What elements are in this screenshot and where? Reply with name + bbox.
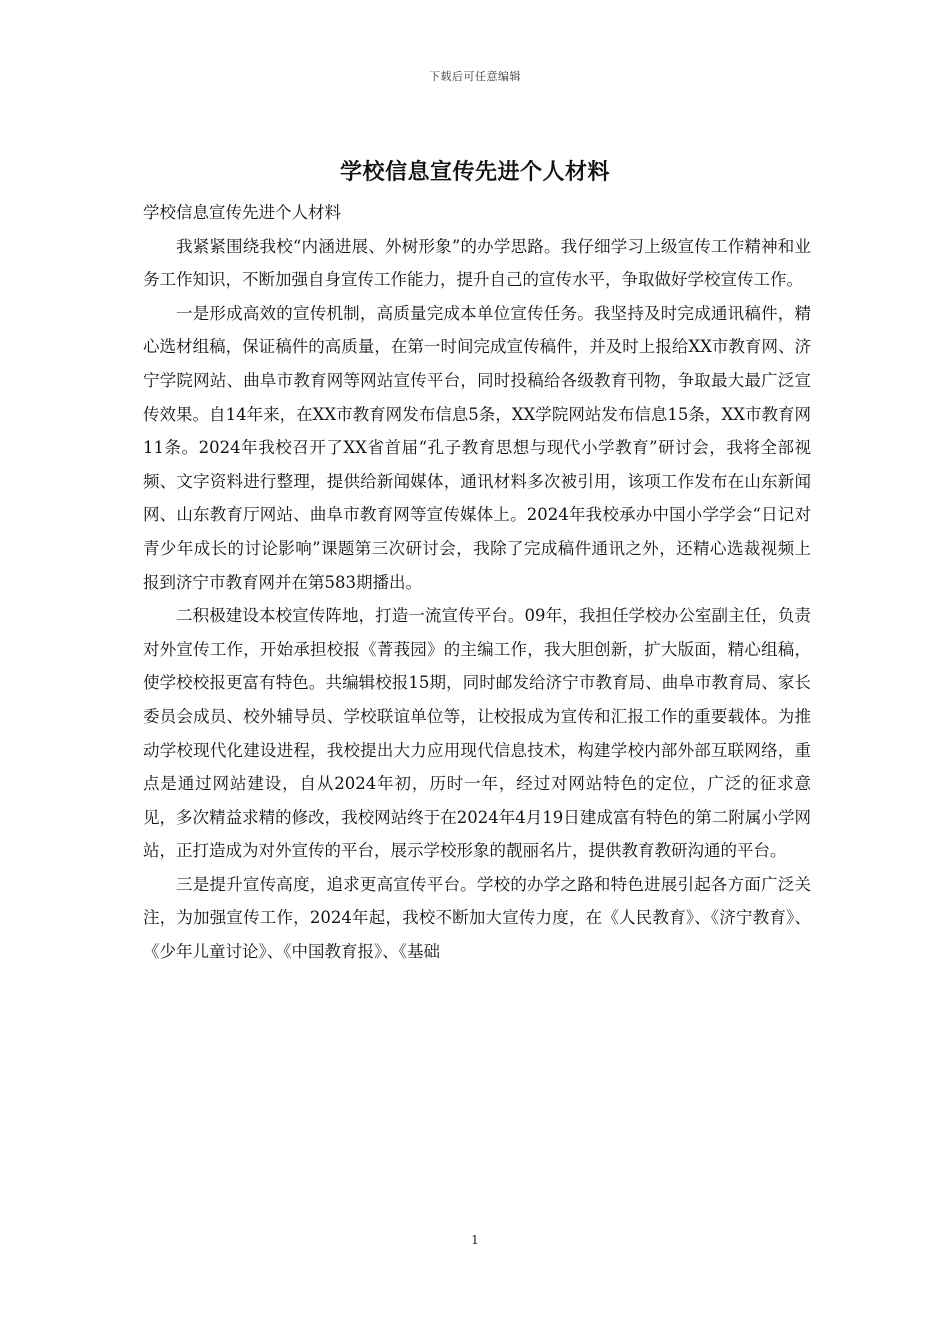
page-number: 1 (471, 1233, 479, 1247)
document-body (143, 196, 811, 969)
subtitle-line: 学校信息宣传先进个人材料 (143, 203, 341, 222)
document-title: 学校信息宣传先进个人材料 (339, 159, 610, 185)
paragraph-intro: 我紧紧围绕我校“内涵进展、外树形象”的办学思路。我仔细学习上级宣传工作精神和业务工作知识，不断加强自身宣传工作能力，提升自己的宣传水平，争取做好学校宣传工作。 (143, 236, 811, 290)
paragraph-height: 三是提升宣传高度，追求更高宣传平台。学校的办学之路和特色进展引起各方面广泛关注，为加强宣传工作，2024年起，我校不断加大宣传力度，在《人民教育》、《济宁教育》、《少年儿童讨论》、《中国教育报》、《基础 (143, 874, 811, 962)
header-note: 下载后可任意编辑 (429, 70, 521, 83)
paragraph-mechanism: 一是形成高效的宣传机制，高质量完成本单位宣传任务。我坚持及时完成通讯稿件，精心选材组稿，保证稿件的高质量，在第一时间完成宣传稿件，并及时上报给XX市教育网、济宁学院网站、曲阜市教育网等网站宣传平台，同时投稿给各级教育刊物，争取最大最广泛宣传效果。自14年来，在XX市教育网发布信息5条，XX学院网站发布信息15条，XX市教育网11条。2024年我校召开了XX省首届“孔子教育思想与现代小学教育”研讨会，我将全部视频、文字资料进行整理，提供给新闻媒体，通讯材料多次被引用，该项工作发布在山东新闻网、山东教育厅网站、曲阜市教育网等宣传媒体上。2024年我校承办中国小学学会“日记对青少年成长的讨论影响”课题第三次研讨会，我除了完成稿件通讯之外，还精心选裁视频上报到济宁市教育网并在第583期播出。 (143, 303, 811, 592)
paragraph-platform: 二积极建设本校宣传阵地，打造一流宣传平台。09年，我担任学校办公室副主任，负责对外宣传工作，开始承担校报《菁莪园》的主编工作，我大胆创新，扩大版面，精心组稿，使学校校报更富有特色。共编辑校报15期，同时邮发给济宁市教育局、曲阜市教育局、家长委员会成员、校外辅导员、学校联谊单位等，让校报成为宣传和汇报工作的重要载体。为推动学校现代化建设进程，我校提出大力应用现代信息技术，构建学校内部外部互联网络，重点是通过网站建设，自从2024年初，历时一年，经过对网站特色的定位，广泛的征求意见，多次精益求精的修改，我校网站终于在2024年4月19日建成富有特色的第二附属小学网站，正打造成为对外宣传的平台，展示学校形象的靓丽名片，提供教育教研沟通的平台。 (143, 606, 811, 861)
